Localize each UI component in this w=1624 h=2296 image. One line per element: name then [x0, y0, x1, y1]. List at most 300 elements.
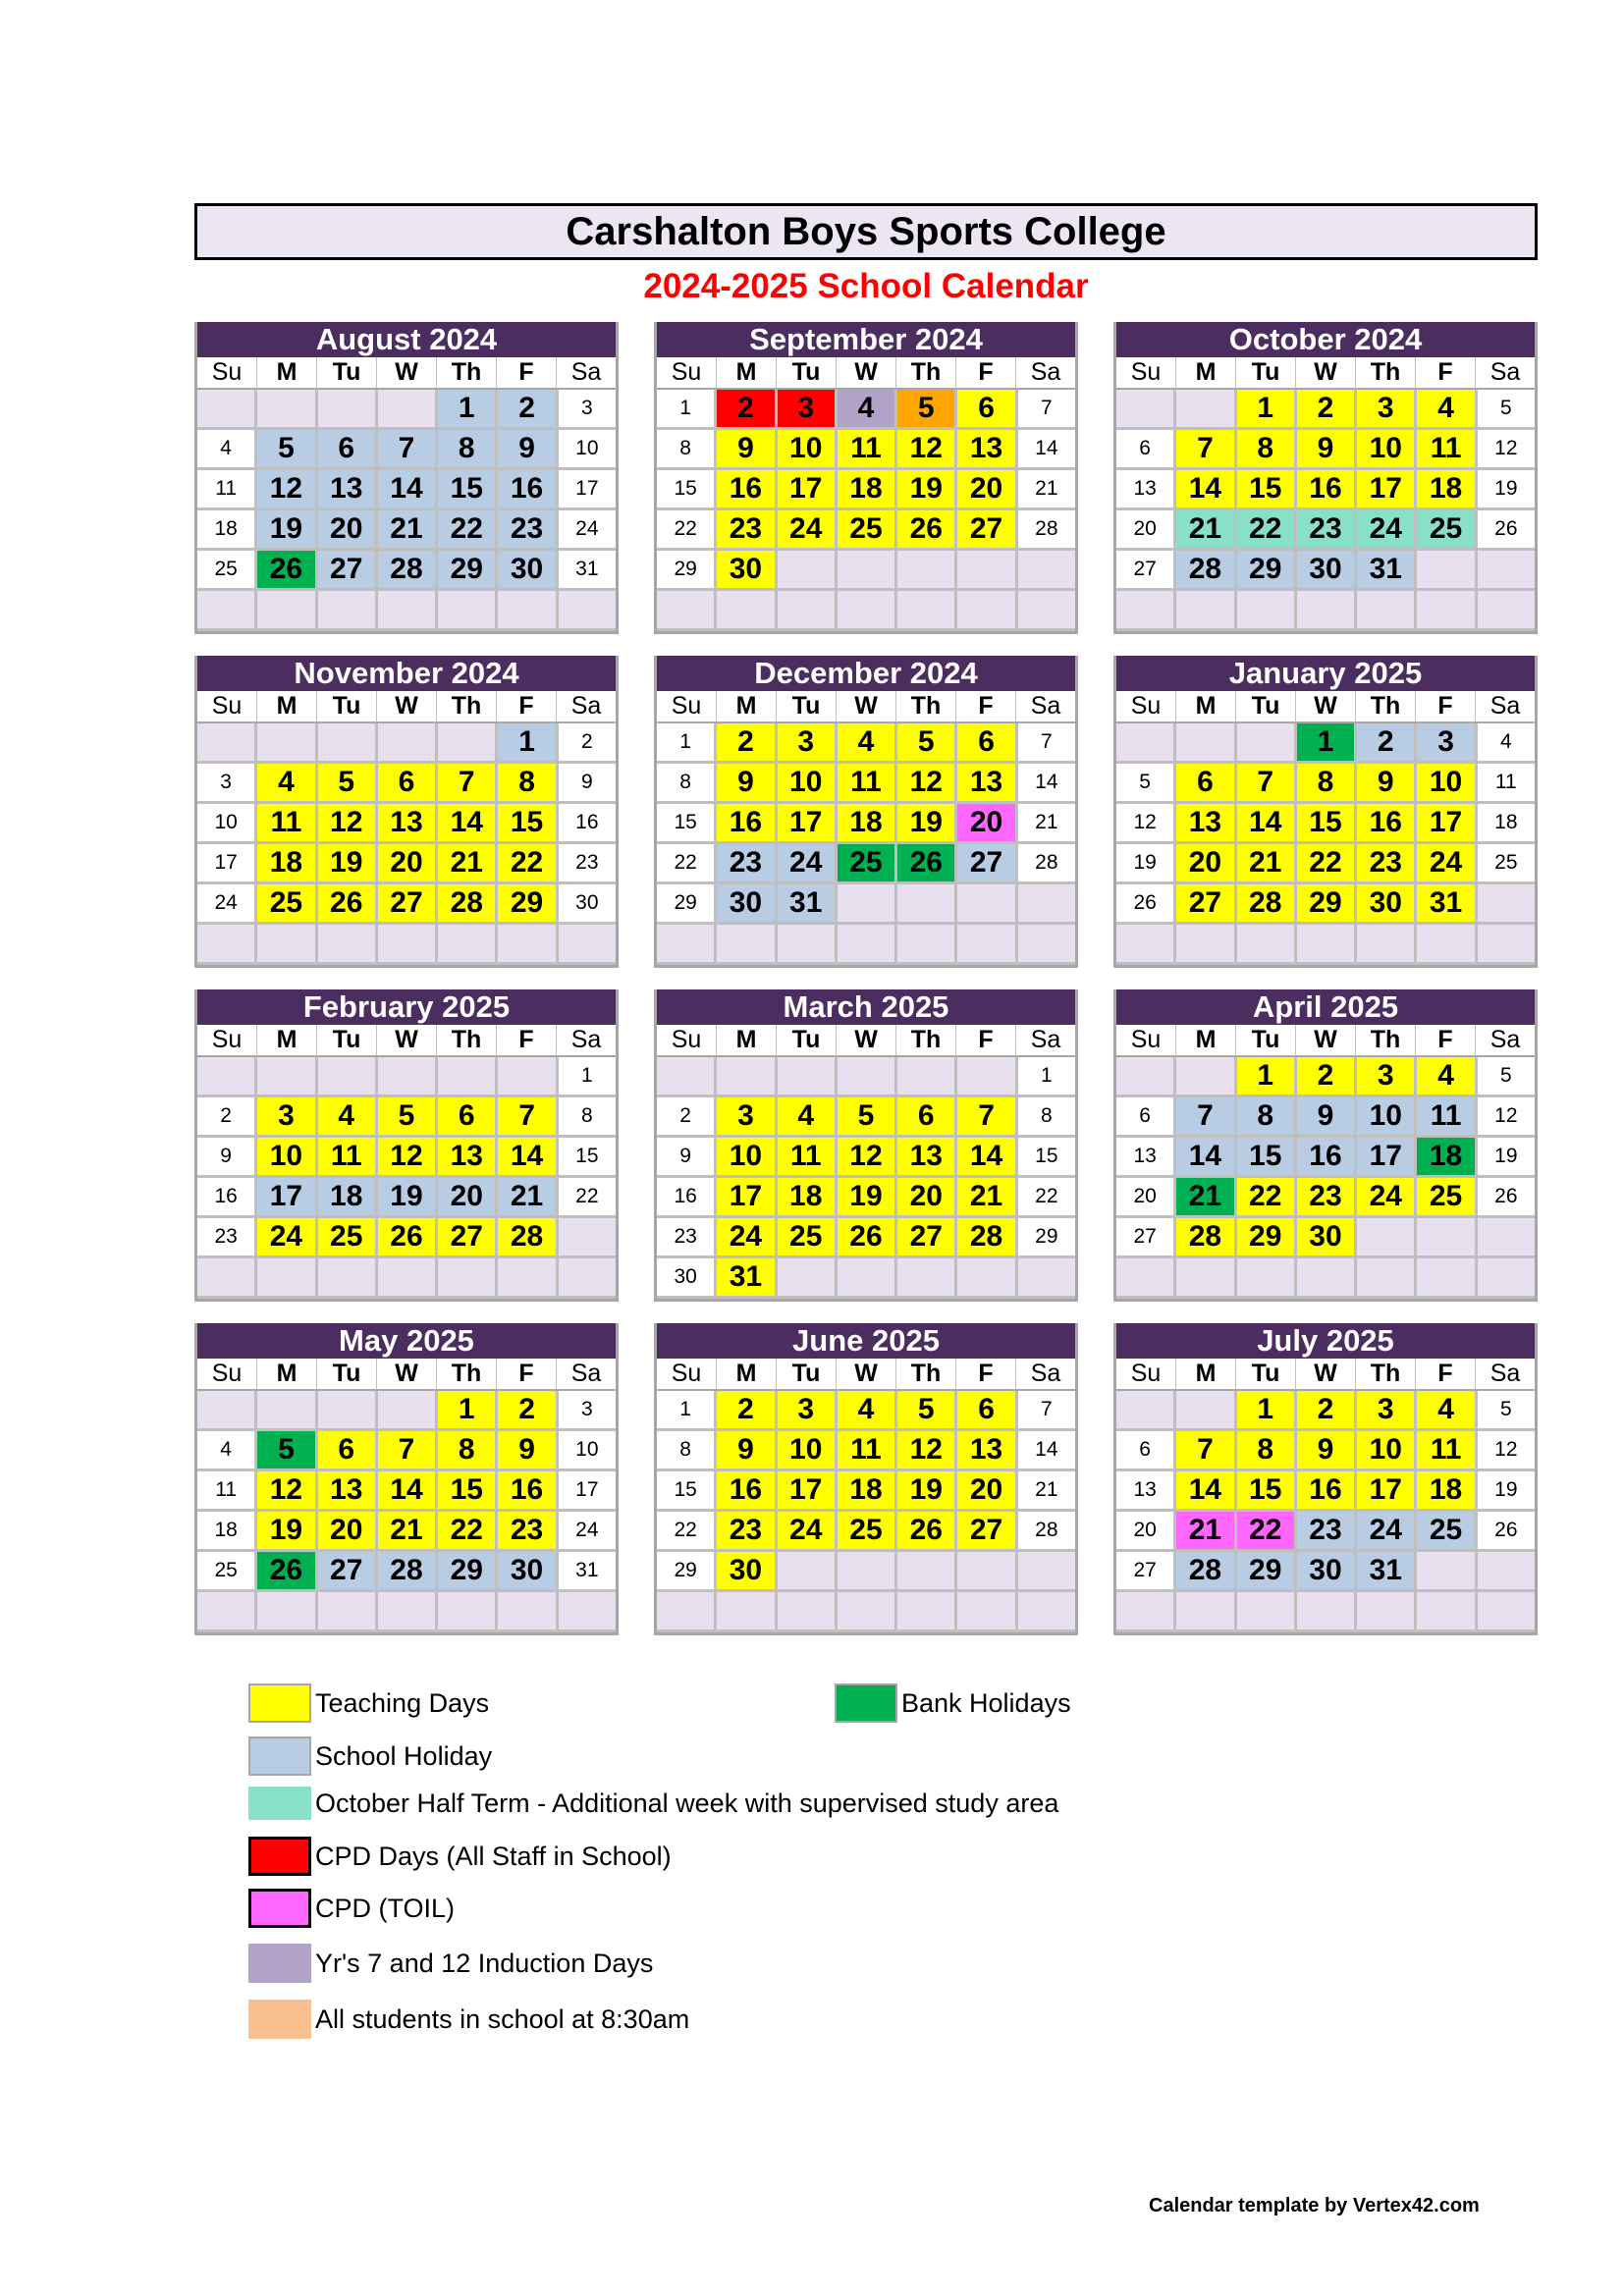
week-row — [1116, 470, 1535, 510]
week-row — [657, 1592, 1075, 1632]
week-row — [657, 591, 1075, 631]
day-cell: 31 — [778, 884, 838, 925]
day-header: Su — [657, 1025, 717, 1057]
empty-day-cell — [257, 723, 317, 764]
day-cell: 14 — [1018, 430, 1075, 470]
week-row — [1116, 764, 1535, 804]
month-title: September 2024 — [657, 322, 1075, 357]
day-cell: 23 — [197, 1218, 257, 1258]
week-row — [657, 764, 1075, 804]
day-cell: 9 — [1357, 764, 1417, 804]
day-cell: 3 — [717, 1097, 777, 1138]
day-cell: 29 — [657, 884, 717, 925]
month-title: January 2025 — [1116, 656, 1535, 691]
empty-day-cell — [559, 925, 616, 965]
day-cell: 9 — [717, 1431, 777, 1471]
day-cell: 9 — [717, 430, 777, 470]
empty-day-cell — [897, 884, 957, 925]
day-cell: 4 — [1417, 1391, 1477, 1431]
day-cell: 16 — [1297, 1138, 1357, 1178]
day-cell: 19 — [897, 470, 957, 510]
day-header-row — [197, 691, 616, 723]
day-header: F — [1416, 1025, 1476, 1057]
day-cell: 29 — [1018, 1218, 1075, 1258]
day-header: Su — [1116, 691, 1176, 723]
day-cell: 23 — [1297, 1178, 1357, 1218]
day-cell: 23 — [1297, 510, 1357, 551]
day-header: M — [717, 357, 777, 390]
empty-day-cell — [378, 1391, 438, 1431]
month-title: December 2024 — [657, 656, 1075, 691]
empty-day-cell — [1176, 1391, 1236, 1431]
day-cell: 1 — [657, 1391, 717, 1431]
empty-day-cell — [957, 1552, 1017, 1592]
day-header: Tu — [777, 1359, 837, 1391]
day-cell: 12 — [257, 1471, 317, 1512]
month-calendar — [194, 322, 619, 634]
empty-day-cell — [838, 551, 897, 591]
day-header-row — [197, 1359, 616, 1391]
calendar-subtitle: 2024-2025 School Calendar — [643, 267, 1089, 305]
week-row — [197, 1471, 616, 1512]
day-header: W — [1296, 1359, 1356, 1391]
day-cell: 25 — [838, 510, 897, 551]
day-header: Tu — [1236, 357, 1296, 390]
day-cell: 14 — [1176, 470, 1236, 510]
empty-day-cell — [1116, 1592, 1176, 1632]
day-cell: 5 — [1478, 1391, 1535, 1431]
day-header: M — [1176, 1025, 1236, 1057]
day-header: W — [377, 1025, 437, 1057]
day-cell: 16 — [717, 804, 777, 844]
day-cell: 25 — [1417, 510, 1477, 551]
day-cell: 16 — [657, 1178, 717, 1218]
day-cell: 1 — [438, 390, 498, 430]
day-cell: 1 — [1237, 1057, 1297, 1097]
day-header-row — [657, 1359, 1075, 1391]
day-cell: 29 — [1297, 884, 1357, 925]
empty-day-cell — [838, 884, 897, 925]
day-cell: 2 — [498, 1391, 558, 1431]
day-cell: 9 — [1297, 1431, 1357, 1471]
day-cell: 20 — [378, 844, 438, 884]
empty-day-cell — [197, 390, 257, 430]
day-cell: 22 — [438, 1512, 498, 1552]
day-cell: 2 — [717, 723, 777, 764]
week-row — [1116, 884, 1535, 925]
cpd-swatch-icon — [248, 1837, 311, 1876]
day-cell: 28 — [1018, 510, 1075, 551]
day-cell: 30 — [717, 884, 777, 925]
day-cell: 17 — [1357, 1138, 1417, 1178]
empty-day-cell — [318, 1391, 378, 1431]
empty-day-cell — [717, 1592, 777, 1632]
day-header: M — [257, 1025, 317, 1057]
day-cell: 8 — [1237, 1431, 1297, 1471]
day-cell: 1 — [657, 390, 717, 430]
day-cell: 12 — [378, 1138, 438, 1178]
week-row — [1116, 1097, 1535, 1138]
empty-day-cell — [1018, 884, 1075, 925]
day-cell: 22 — [1018, 1178, 1075, 1218]
day-cell: 6 — [897, 1097, 957, 1138]
day-header: Su — [657, 691, 717, 723]
day-cell: 9 — [1297, 430, 1357, 470]
day-header-row — [1116, 691, 1535, 723]
day-cell: 6 — [957, 1391, 1017, 1431]
empty-day-cell — [1116, 390, 1176, 430]
legend-toil — [248, 1889, 455, 1928]
month-calendar — [654, 322, 1078, 634]
day-cell: 30 — [657, 1258, 717, 1299]
day-cell: 10 — [257, 1138, 317, 1178]
week-row — [657, 884, 1075, 925]
day-header: F — [1416, 1359, 1476, 1391]
day-cell: 14 — [1176, 1138, 1236, 1178]
day-cell: 19 — [1116, 844, 1176, 884]
month-calendar — [1113, 656, 1538, 968]
week-row — [197, 844, 616, 884]
empty-day-cell — [1237, 925, 1297, 965]
day-cell: 16 — [197, 1178, 257, 1218]
empty-day-cell — [438, 591, 498, 631]
month-calendar — [194, 1323, 619, 1635]
week-row — [1116, 1471, 1535, 1512]
week-row — [197, 1178, 616, 1218]
empty-day-cell — [717, 925, 777, 965]
day-cell: 7 — [1176, 1431, 1236, 1471]
day-cell: 4 — [1417, 390, 1477, 430]
legend-label: Bank Holidays — [901, 1687, 1071, 1718]
day-cell: 7 — [498, 1097, 558, 1138]
day-cell: 21 — [1018, 804, 1075, 844]
empty-day-cell — [1237, 591, 1297, 631]
day-cell: 22 — [657, 844, 717, 884]
day-cell: 10 — [197, 804, 257, 844]
day-cell: 14 — [1018, 764, 1075, 804]
day-cell: 23 — [559, 844, 616, 884]
day-cell: 24 — [1357, 1512, 1417, 1552]
week-row — [197, 1218, 616, 1258]
day-cell: 28 — [1176, 1218, 1236, 1258]
day-cell: 20 — [1116, 1512, 1176, 1552]
day-header: Su — [1116, 1025, 1176, 1057]
day-cell: 1 — [657, 723, 717, 764]
holiday-swatch-icon — [248, 1736, 311, 1776]
day-header: Th — [1356, 357, 1416, 390]
day-cell: 12 — [1116, 804, 1176, 844]
day-cell: 28 — [378, 551, 438, 591]
week-row — [197, 1057, 616, 1097]
day-cell: 24 — [1417, 844, 1477, 884]
day-cell: 11 — [1478, 764, 1535, 804]
empty-day-cell — [318, 925, 378, 965]
day-cell: 26 — [897, 844, 957, 884]
day-cell: 9 — [657, 1138, 717, 1178]
empty-day-cell — [318, 723, 378, 764]
empty-day-cell — [1417, 1552, 1477, 1592]
month-calendar — [654, 989, 1078, 1302]
day-header-row — [657, 357, 1075, 390]
day-cell: 27 — [378, 884, 438, 925]
empty-day-cell — [378, 723, 438, 764]
legend-label: School Holiday — [315, 1740, 493, 1771]
day-cell: 17 — [559, 1471, 616, 1512]
legend-induction — [248, 1944, 653, 1983]
empty-day-cell — [1417, 591, 1477, 631]
day-cell: 6 — [957, 723, 1017, 764]
day-cell: 15 — [1297, 804, 1357, 844]
day-cell: 21 — [1176, 1178, 1236, 1218]
day-cell: 10 — [1357, 1431, 1417, 1471]
day-cell: 8 — [1297, 764, 1357, 804]
day-cell: 31 — [1357, 551, 1417, 591]
day-cell: 8 — [438, 1431, 498, 1471]
day-header: W — [837, 1359, 896, 1391]
week-row — [1116, 1218, 1535, 1258]
day-cell: 20 — [957, 804, 1017, 844]
day-cell: 21 — [957, 1178, 1017, 1218]
week-row — [657, 551, 1075, 591]
day-cell: 6 — [1116, 1431, 1176, 1471]
day-cell: 27 — [1116, 1218, 1176, 1258]
empty-day-cell — [1116, 723, 1176, 764]
day-cell: 10 — [778, 764, 838, 804]
day-cell: 18 — [838, 470, 897, 510]
week-row — [197, 1258, 616, 1299]
day-header: Sa — [557, 1359, 616, 1391]
day-cell: 17 — [559, 470, 616, 510]
day-cell: 12 — [1478, 1097, 1535, 1138]
day-header: Th — [896, 1359, 956, 1391]
day-cell: 17 — [778, 1471, 838, 1512]
week-row — [657, 1431, 1075, 1471]
day-cell: 1 — [1297, 723, 1357, 764]
day-cell: 21 — [498, 1178, 558, 1218]
day-cell: 28 — [1018, 1512, 1075, 1552]
day-cell: 12 — [318, 804, 378, 844]
day-cell: 11 — [1417, 1097, 1477, 1138]
legend-label: October Half Term - Additional week with supervised study area — [315, 1788, 1059, 1818]
day-cell: 22 — [1237, 1178, 1297, 1218]
day-cell: 25 — [318, 1218, 378, 1258]
empty-day-cell — [498, 1592, 558, 1632]
day-cell: 3 — [778, 723, 838, 764]
day-cell: 9 — [197, 1138, 257, 1178]
day-cell: 7 — [1018, 723, 1075, 764]
day-cell: 8 — [657, 430, 717, 470]
day-cell: 8 — [559, 1097, 616, 1138]
day-cell: 30 — [559, 884, 616, 925]
day-header: Sa — [1476, 357, 1535, 390]
day-cell: 7 — [1176, 430, 1236, 470]
day-cell: 9 — [1297, 1097, 1357, 1138]
day-header-row — [1116, 357, 1535, 390]
empty-day-cell — [838, 1057, 897, 1097]
week-row — [657, 723, 1075, 764]
day-cell: 16 — [1357, 804, 1417, 844]
empty-day-cell — [1018, 1552, 1075, 1592]
day-header: W — [377, 691, 437, 723]
day-cell: 29 — [657, 1552, 717, 1592]
day-cell: 5 — [257, 430, 317, 470]
day-cell: 13 — [957, 764, 1017, 804]
day-header: Sa — [1476, 691, 1535, 723]
day-cell: 18 — [1478, 804, 1535, 844]
day-cell: 8 — [1237, 430, 1297, 470]
day-cell: 11 — [1417, 1431, 1477, 1471]
week-row — [197, 1391, 616, 1431]
week-row — [1116, 1592, 1535, 1632]
day-cell: 24 — [778, 1512, 838, 1552]
day-cell: 3 — [778, 390, 838, 430]
day-cell: 3 — [1357, 1391, 1417, 1431]
week-row — [1116, 1178, 1535, 1218]
empty-day-cell — [378, 390, 438, 430]
empty-day-cell — [1297, 1258, 1357, 1299]
empty-day-cell — [778, 925, 838, 965]
day-cell: 10 — [559, 1431, 616, 1471]
legend-cpd — [248, 1837, 672, 1876]
legend-label: CPD Days (All Staff in School) — [315, 1841, 672, 1871]
day-header: Su — [657, 1359, 717, 1391]
day-header: Th — [437, 691, 497, 723]
day-header: Th — [896, 357, 956, 390]
empty-day-cell — [559, 1218, 616, 1258]
day-cell: 6 — [1116, 430, 1176, 470]
day-cell: 26 — [378, 1218, 438, 1258]
day-cell: 26 — [897, 1512, 957, 1552]
day-cell: 10 — [778, 1431, 838, 1471]
day-cell: 30 — [1297, 551, 1357, 591]
day-cell: 18 — [838, 1471, 897, 1512]
october-swatch-icon — [248, 1787, 311, 1820]
day-header: Th — [1356, 1359, 1416, 1391]
day-header: Th — [437, 1359, 497, 1391]
day-cell: 7 — [378, 1431, 438, 1471]
week-row — [657, 1552, 1075, 1592]
day-cell: 27 — [1116, 551, 1176, 591]
week-row — [197, 510, 616, 551]
empty-day-cell — [257, 1592, 317, 1632]
week-row — [657, 925, 1075, 965]
month-calendar — [1113, 1323, 1538, 1635]
day-cell: 3 — [197, 764, 257, 804]
day-cell: 4 — [1478, 723, 1535, 764]
day-cell: 21 — [1018, 470, 1075, 510]
day-header: Tu — [317, 1025, 377, 1057]
day-header: F — [956, 691, 1016, 723]
month-title: February 2025 — [197, 989, 616, 1025]
week-row — [197, 390, 616, 430]
day-cell: 18 — [197, 510, 257, 551]
empty-day-cell — [778, 591, 838, 631]
day-header-row — [197, 1025, 616, 1057]
empty-day-cell — [438, 1592, 498, 1632]
day-cell: 22 — [1237, 1512, 1297, 1552]
week-row — [657, 390, 1075, 430]
week-row — [197, 470, 616, 510]
day-cell: 31 — [1357, 1552, 1417, 1592]
day-cell: 23 — [1357, 844, 1417, 884]
empty-day-cell — [1018, 1592, 1075, 1632]
day-cell: 14 — [1018, 1431, 1075, 1471]
day-cell: 25 — [257, 884, 317, 925]
empty-day-cell — [717, 591, 777, 631]
day-cell: 12 — [257, 470, 317, 510]
day-cell: 31 — [717, 1258, 777, 1299]
empty-day-cell — [1176, 1258, 1236, 1299]
day-cell: 22 — [657, 510, 717, 551]
day-cell: 27 — [438, 1218, 498, 1258]
day-cell: 29 — [438, 551, 498, 591]
legend-holiday — [248, 1736, 492, 1776]
empty-day-cell — [1478, 1552, 1535, 1592]
day-cell: 5 — [897, 390, 957, 430]
empty-day-cell — [559, 1258, 616, 1299]
day-header: M — [1176, 691, 1236, 723]
day-cell: 26 — [897, 510, 957, 551]
day-cell: 12 — [838, 1138, 897, 1178]
empty-day-cell — [197, 1391, 257, 1431]
day-cell: 30 — [717, 551, 777, 591]
day-cell: 7 — [1176, 1097, 1236, 1138]
empty-day-cell — [897, 1552, 957, 1592]
day-cell: 9 — [717, 764, 777, 804]
day-cell: 31 — [1417, 884, 1477, 925]
week-row — [657, 804, 1075, 844]
day-cell: 6 — [957, 390, 1017, 430]
week-row — [197, 1512, 616, 1552]
day-cell: 16 — [1297, 470, 1357, 510]
day-cell: 30 — [1297, 1552, 1357, 1592]
day-cell: 21 — [378, 1512, 438, 1552]
day-header: F — [1416, 357, 1476, 390]
month-calendar — [654, 656, 1078, 968]
day-header: Th — [1356, 1025, 1416, 1057]
empty-day-cell — [197, 723, 257, 764]
day-header: Su — [197, 1359, 257, 1391]
empty-day-cell — [498, 1057, 558, 1097]
empty-day-cell — [1357, 591, 1417, 631]
day-cell: 7 — [1018, 1391, 1075, 1431]
empty-day-cell — [1478, 884, 1535, 925]
day-cell: 3 — [778, 1391, 838, 1431]
empty-day-cell — [257, 591, 317, 631]
week-row — [197, 884, 616, 925]
day-cell: 17 — [197, 844, 257, 884]
week-row — [197, 1138, 616, 1178]
day-cell: 3 — [257, 1097, 317, 1138]
day-cell: 25 — [197, 1552, 257, 1592]
months-grid — [194, 322, 1538, 1635]
day-cell: 24 — [559, 1512, 616, 1552]
day-header: Tu — [777, 691, 837, 723]
day-header: Tu — [317, 1359, 377, 1391]
day-cell: 28 — [498, 1218, 558, 1258]
week-row — [1116, 1391, 1535, 1431]
day-cell: 13 — [1116, 1471, 1176, 1512]
day-cell: 16 — [498, 1471, 558, 1512]
empty-day-cell — [1176, 390, 1236, 430]
day-cell: 27 — [1116, 1552, 1176, 1592]
day-cell: 20 — [957, 470, 1017, 510]
day-cell: 2 — [717, 1391, 777, 1431]
day-cell: 11 — [197, 1471, 257, 1512]
day-cell: 6 — [1116, 1097, 1176, 1138]
day-cell: 21 — [1176, 510, 1236, 551]
empty-day-cell — [957, 1057, 1017, 1097]
